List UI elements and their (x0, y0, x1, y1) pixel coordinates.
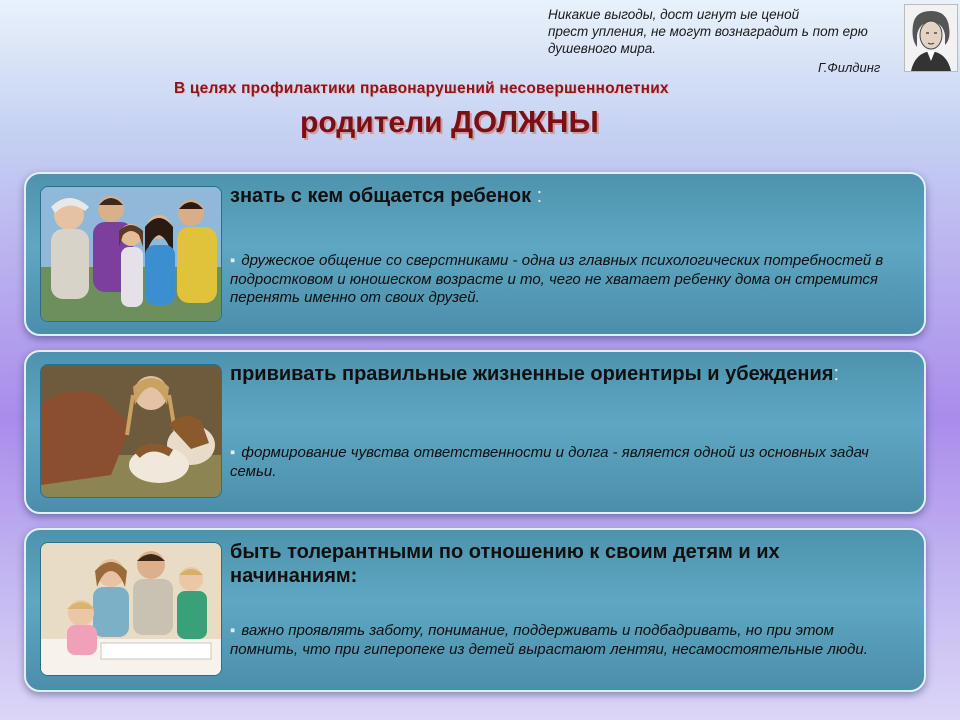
card-body (230, 444, 902, 481)
page-title (300, 104, 640, 140)
quote-line-3: душевного мира. (548, 41, 657, 56)
bullet-icon: ▪ (230, 622, 236, 639)
card-values (24, 350, 926, 514)
title-word-must: ДОЛЖНЫ (450, 104, 599, 139)
bullet-icon: ▪ (230, 444, 236, 461)
card-heading (230, 540, 910, 588)
quote-line-1: Никакие выгоды, дост игнут ые ценой (548, 7, 800, 22)
card-heading-colon: : (536, 185, 543, 207)
card-body-text: формирование чувства ответственности и долга - является одной из основных задач семьи. (230, 444, 869, 480)
card-heading-text: прививать правильные жизненные ориентиры и убеждения (230, 363, 834, 385)
card-heading (230, 184, 910, 208)
card-heading (230, 362, 910, 386)
author-portrait (904, 4, 958, 72)
card-heading-text: быть толерантными по отношению к своим детям и их начинаниям: (230, 541, 780, 587)
girl-dog-photo (40, 364, 222, 498)
quote-author: Г.Филдинг (818, 60, 881, 75)
page-subtitle: В целях профилактики правонарушений несовершеннолетних (174, 80, 669, 97)
family-photo (40, 542, 222, 676)
title-word-parents: родители (300, 106, 443, 139)
card-body-text: дружеское общение со сверстниками - одна из главных психологических потребностей в подростковом и юношеском возрасте и то, чего не хватает ребенку дома он стремится перенять именно от своих друзей. (230, 252, 884, 306)
friends-photo (40, 186, 222, 322)
card-body (230, 622, 902, 659)
card-body (230, 252, 902, 308)
quote-line-2: прест упления, не могут вознаградит ь пот ерю (548, 24, 868, 39)
bullet-icon: ▪ (230, 252, 236, 269)
card-heading-colon: : (833, 363, 840, 385)
quote-text (548, 6, 898, 57)
card-body-text: важно проявлять заботу, понимание, поддерживать и подбадривать, но при этом помнить, что при гиперопеке из детей вырастают лентяи, несамостоятельные люди. (230, 622, 868, 658)
card-tolerance (24, 528, 926, 692)
card-heading-text: знать с кем общается ребенок (230, 185, 532, 207)
card-friends (24, 172, 926, 336)
